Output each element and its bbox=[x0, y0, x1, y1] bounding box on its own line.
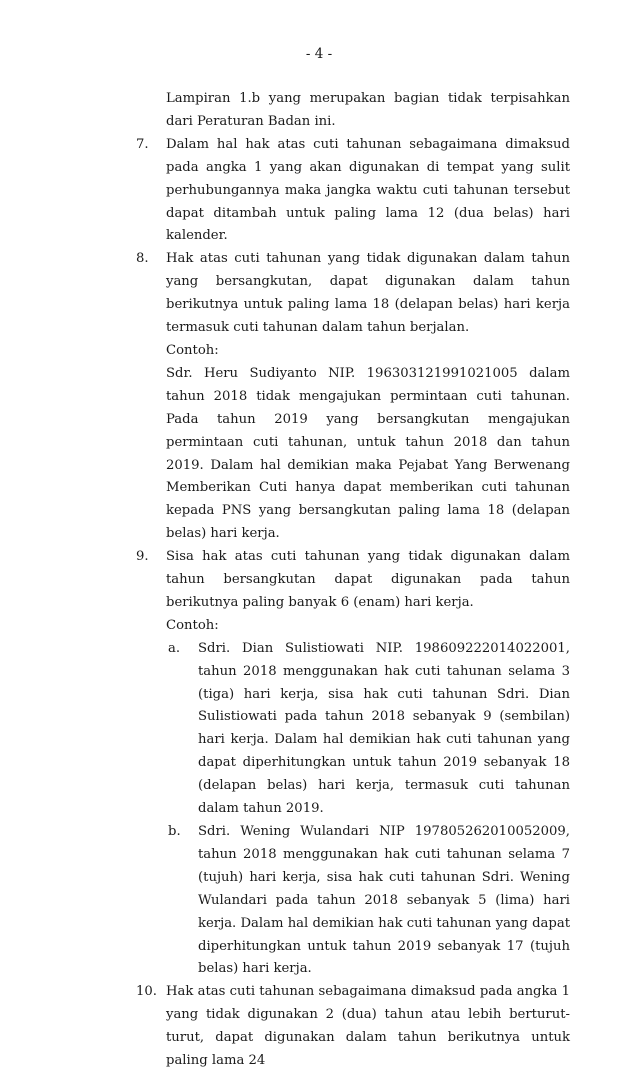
list-item-10 bbox=[0, 981, 638, 1073]
list-item-9 bbox=[0, 546, 638, 981]
page-number: - 4 - bbox=[305, 46, 333, 62]
item-text: Sisa hak atas cuti tahunan yang tidak digunakan dalam tahun bersangkutan dapat digunakan pada tahun berikutnya paling banyak 6 (enam) hari kerja. bbox=[166, 549, 570, 610]
continuation-text: Lampiran 1.b yang merupakan bagian tidak terpisahkan dari Peraturan Badan ini. bbox=[166, 91, 570, 129]
continuation-paragraph bbox=[0, 88, 638, 134]
sub-item-text: Sdri. Dian Sulistiowati NIP. 198609222014022001, tahun 2018 menggunakan hak cuti tahunan selama 3 (tiga) hari kerja, sisa hak cuti tahunan Sdri. Dian Sulistiowati pada tahun 2018 sebanyak 9 (sembilan) hari kerja. Dalam hal demikian hak cuti tahunan yang dapat diperhitungkan untuk tahun 2019 sebanyak 18 (delapan belas) hari kerja, termasuk cuti tahunan dalam tahun 2019. bbox=[198, 640, 570, 817]
example-label: Contoh: bbox=[166, 617, 219, 633]
item-number: 10. bbox=[136, 984, 157, 1000]
item-number: 8. bbox=[136, 251, 149, 267]
item-text: Hak atas cuti tahunan sebagaimana dimaksud pada angka 1 yang tidak digunakan 2 (dua) tahun atau lebih berturut-turut, dapat digunakan dalam tahun berikutnya untuk paling lama 24 bbox=[166, 984, 570, 1069]
item-number: 7. bbox=[136, 136, 149, 152]
sub-item-text: Sdri. Wening Wulandari NIP 197805262010052009, tahun 2018 menggunakan hak cuti tahunan selama 7 (tujuh) hari kerja, sisa hak cuti tahunan Sdri. Wening Wulandari pada tahun 2018 sebanyak 5 (lima) hari kerja. Dalam hal demikian hak cuti tahunan yang dapat diperhitungkan untuk tahun 2019 sebanyak 17 (tujuh belas) hari kerja. bbox=[198, 824, 570, 977]
item-text: Dalam hal hak atas cuti tahunan sebagaimana dimaksud pada angka 1 yang akan digunakan di tempat yang sulit perhubungannya maka jangka waktu cuti tahunan tersebut dapat ditambah untuk paling lama 12 (dua belas) hari kalender. bbox=[166, 136, 570, 244]
sub-item-letter: a. bbox=[168, 640, 181, 656]
example-text: Sdr. Heru Sudiyanto NIP. 196303121991021005 dalam tahun 2018 tidak mengajukan permintaan cuti tahunan. Pada tahun 2019 yang bersangkutan mengajukan permintaan cuti tahunan, untuk tahun 2018 dan tahun 2019. Dalam hal demikian maka Pejabat Yang Berwenang Memberikan Cuti hanya dapat memberikan cuti tahunan kepada PNS yang bersangkutan paling lama 18 (delapan belas) hari kerja. bbox=[166, 365, 570, 542]
item-text: Hak atas cuti tahunan yang tidak digunakan dalam tahun yang bersangkutan, dapat digunakan dalam tahun berikutnya untuk paling lama 18 (delapan belas) hari kerja termasuk cuti tahunan dalam tahun berjalan. bbox=[166, 251, 570, 336]
item-number: 9. bbox=[136, 549, 149, 565]
list-item-7 bbox=[0, 134, 638, 249]
sub-item-a bbox=[0, 638, 638, 821]
page-body bbox=[0, 88, 638, 1073]
example-label: Contoh: bbox=[166, 342, 219, 358]
list-item-8 bbox=[0, 248, 638, 546]
sub-item-b bbox=[0, 821, 638, 981]
sub-item-letter: b. bbox=[168, 824, 181, 839]
